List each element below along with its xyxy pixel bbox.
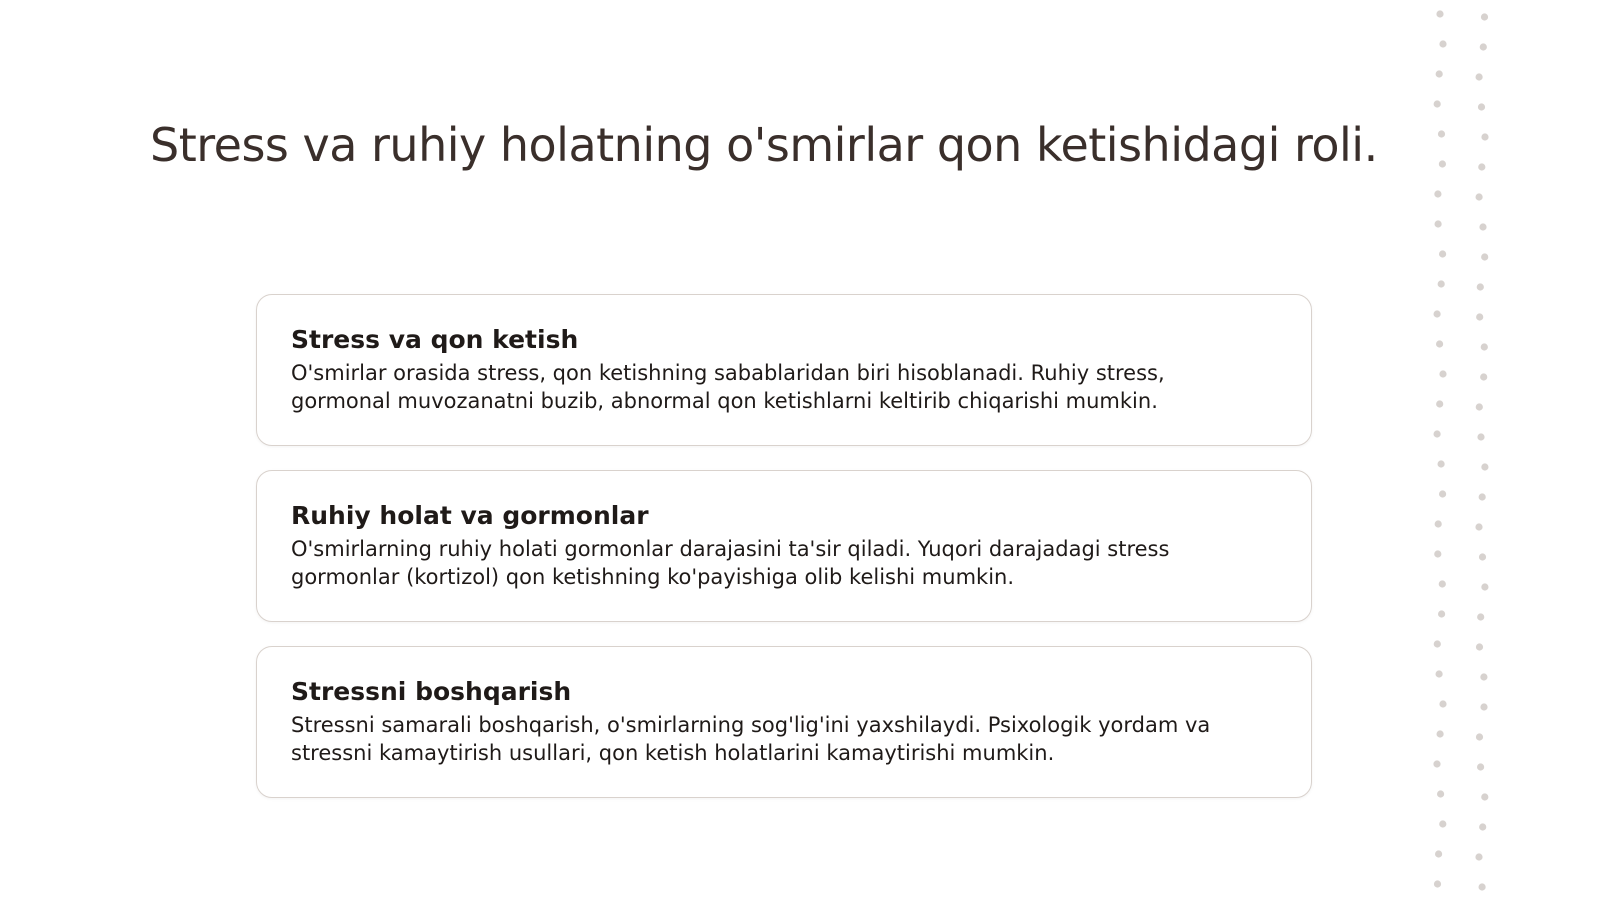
decorative-dot [1439, 490, 1446, 497]
decorative-dot [1475, 853, 1482, 860]
decorative-dot [1477, 433, 1484, 440]
decorative-dot [1439, 700, 1446, 707]
decorative-dot [1476, 733, 1483, 740]
decorative-dot [1477, 613, 1484, 620]
decorative-dot [1479, 553, 1486, 560]
decorative-dot [1481, 253, 1488, 260]
decorative-dot [1476, 73, 1483, 80]
decorative-dot [1476, 403, 1483, 410]
decorative-dot [1481, 13, 1488, 20]
decorative-dot [1480, 43, 1487, 50]
decorative-dot [1477, 763, 1484, 770]
decorative-dot [1477, 283, 1484, 290]
decorative-dot [1436, 670, 1443, 677]
decorative-dot [1439, 820, 1446, 827]
decorative-dot [1480, 703, 1487, 710]
decorative-dot [1434, 640, 1441, 647]
card-heading: Ruhiy holat va gormonlar [291, 501, 649, 530]
decorative-dot [1436, 10, 1443, 17]
slide-title: Stress va ruhiy holatning o'smirlar qon ketishidagi roli. [150, 118, 1378, 172]
decorative-dot [1476, 643, 1483, 650]
card-text: Stressni samarali boshqarish, o'smirlarning sog'lig'ini yaxshilaydi. Psixologik yordam va stressni kamaytirish usullari, qon ketish holatlarini kamaytirishi mumkin. [291, 713, 1211, 765]
decorative-dot [1439, 250, 1446, 257]
decorative-dot [1434, 310, 1441, 317]
decorative-dot [1475, 523, 1482, 530]
decorative-dot [1434, 190, 1441, 197]
decorative-dot [1480, 373, 1487, 380]
decorative-dot [1433, 760, 1440, 767]
decorative-dot [1479, 223, 1486, 230]
info-card-stress-bleeding [256, 294, 1312, 446]
decorative-dot [1439, 160, 1446, 167]
decorative-dot [1481, 133, 1488, 140]
decorative-dot-pattern [1420, 0, 1510, 899]
decorative-dot [1481, 793, 1488, 800]
info-card-mental-state-hormones [256, 470, 1312, 622]
card-text: O'smirlar orasida stress, qon ketishning sabablaridan biri hisoblanadi. Ruhiy stress, gormonal muvozanatni buzib, abnormal qon ketishlarni keltirib chiqarishi mumkin. [291, 361, 1165, 413]
decorative-dot [1434, 100, 1441, 107]
decorative-dot [1437, 790, 1444, 797]
decorative-dot [1434, 880, 1441, 887]
decorative-dot [1437, 730, 1444, 737]
decorative-dot [1436, 400, 1443, 407]
decorative-dot [1478, 163, 1485, 170]
decorative-dot [1479, 883, 1486, 890]
decorative-dot [1481, 463, 1488, 470]
decorative-dot [1476, 193, 1483, 200]
card-heading: Stress va qon ketish [291, 325, 579, 354]
card-heading: Stressni boshqarish [291, 677, 572, 706]
decorative-dot [1438, 130, 1445, 137]
decorative-dot [1438, 460, 1445, 467]
decorative-dot [1434, 430, 1441, 437]
decorative-dot [1439, 40, 1446, 47]
decorative-dot [1438, 280, 1445, 287]
decorative-dot [1481, 583, 1488, 590]
decorative-dot [1436, 340, 1443, 347]
dot-pattern-graphic [1420, 0, 1510, 899]
decorative-dot [1438, 610, 1445, 617]
decorative-dot [1439, 370, 1446, 377]
decorative-dot [1479, 493, 1486, 500]
decorative-dot [1434, 550, 1441, 557]
decorative-dot [1436, 70, 1443, 77]
card-text: O'smirlarning ruhiy holati gormonlar darajasini ta'sir qiladi. Yuqori darajadagi stress gormonlar (kortizol) qon ketishning ko'payishiga olib kelishi mumkin. [291, 537, 1170, 589]
decorative-dot [1479, 823, 1486, 830]
decorative-dot [1439, 580, 1446, 587]
decorative-dot [1435, 220, 1442, 227]
decorative-dot [1435, 850, 1442, 857]
info-card-stress-management [256, 646, 1312, 798]
decorative-dot [1435, 520, 1442, 527]
decorative-dot [1476, 313, 1483, 320]
decorative-dot [1481, 343, 1488, 350]
decorative-dot [1478, 103, 1485, 110]
decorative-dot [1480, 673, 1487, 680]
